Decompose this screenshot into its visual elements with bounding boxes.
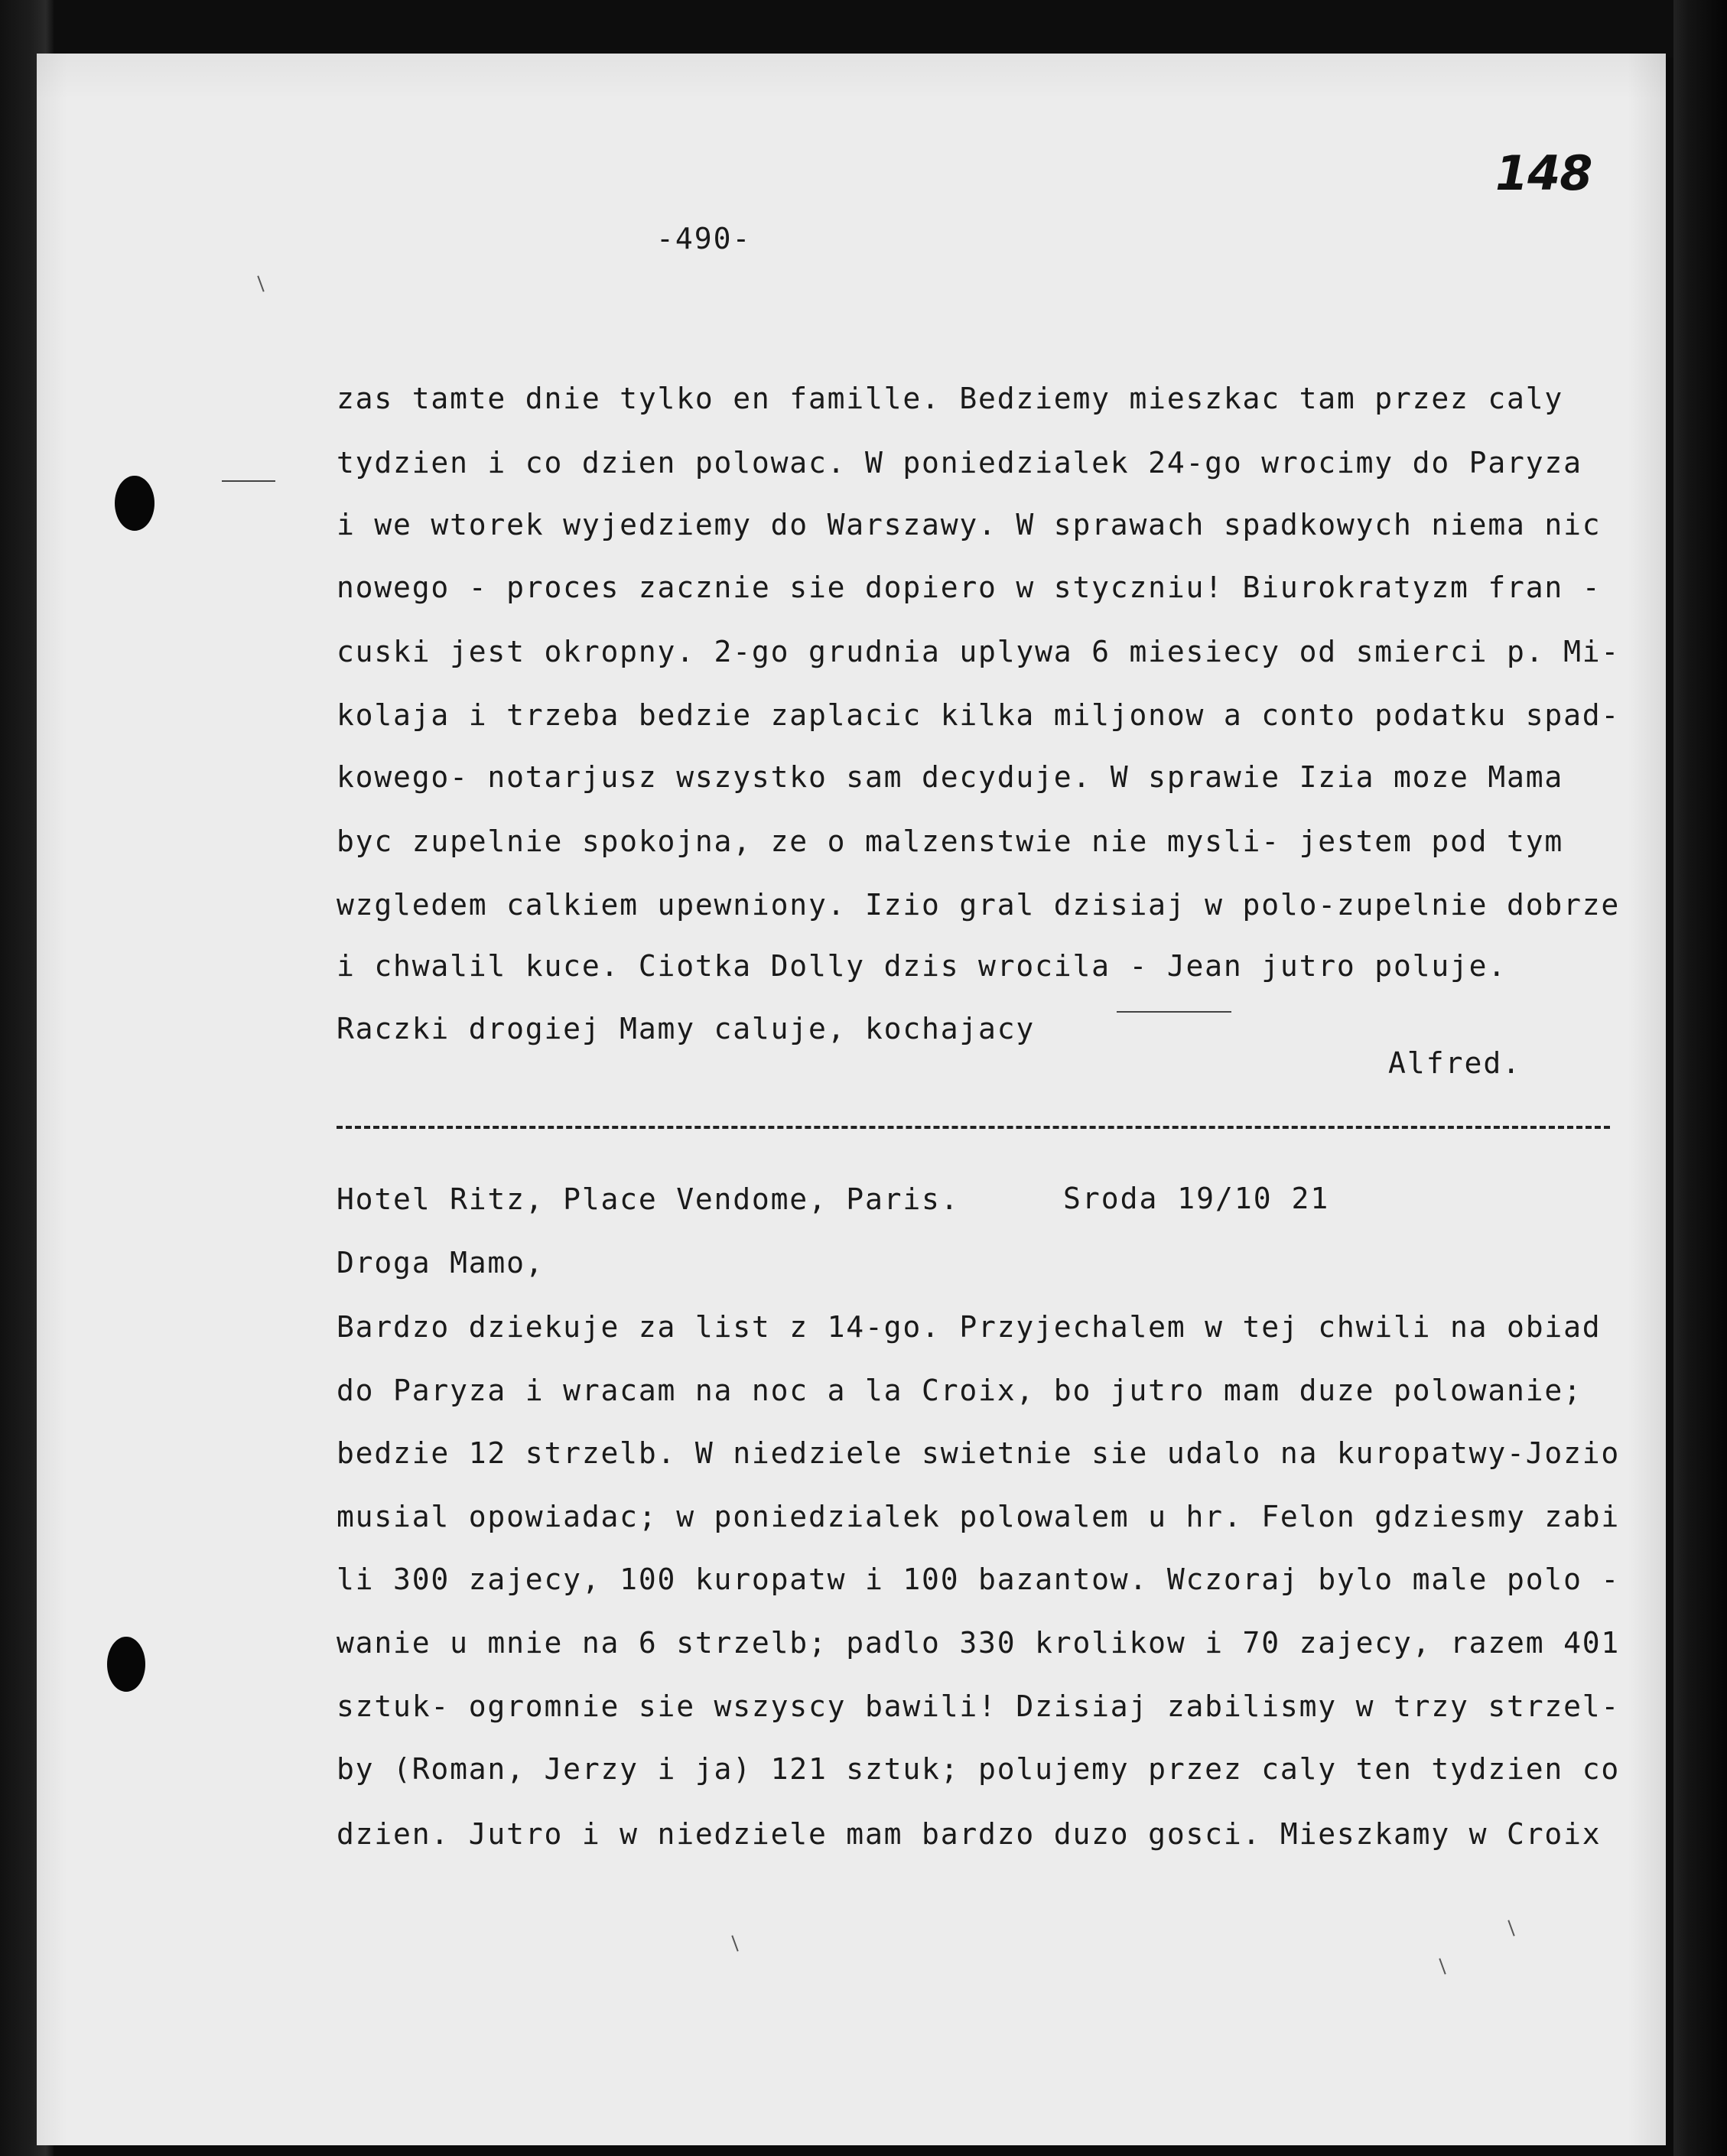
- letter-two-salutation: Droga Mamo,: [337, 1246, 545, 1280]
- letter-one-line: kowego- notarjusz wszystko sam decyduje. W sprawie Izia moze Mama: [337, 760, 1564, 794]
- letter-one-line: Raczki drogiej Mamy caluje, kochajacy: [337, 1012, 1036, 1045]
- letter-two-date: Sroda 19/10 21: [1063, 1182, 1330, 1215]
- letter-separator: [337, 1126, 1610, 1129]
- letter-one-line: tydzien i co dzien polowac. W poniedzialek 24-go wrocimy do Paryza: [337, 446, 1582, 480]
- letter-two-line: by (Roman, Jerzy i ja) 121 sztuk; polujemy przez caly ten tydzien co: [337, 1752, 1621, 1786]
- letter-one-signature: Alfred.: [1388, 1046, 1522, 1080]
- letter-two-line: sztuk- ogromnie sie wszyscy bawili! Dzisiaj zabilismy w trzy strzel-: [337, 1689, 1621, 1723]
- scan-border-top: [0, 0, 1727, 57]
- letter-one-line: byc zupelnie spokojna, ze o malzenstwie nie mysli- jestem pod tym: [337, 824, 1564, 858]
- letter-one-line: kolaja i trzeba bedzie zaplacic kilka miljonow a conto podatku spad-: [337, 698, 1621, 732]
- letter-two-line: musial opowiadac; w poniedzialek polowalem u hr. Felon gdziesmy zabi: [337, 1500, 1621, 1533]
- folio-number: 148: [1495, 145, 1592, 201]
- letter-one-line: i we wtorek wyjedziemy do Warszawy. W sprawach spadkowych niema nic: [337, 508, 1602, 541]
- letter-one-line: zas tamte dnie tylko en famille. Bedziemy mieszkac tam przez caly: [337, 382, 1564, 415]
- scan-border-right: [1673, 0, 1727, 2156]
- letter-two-address: Hotel Ritz, Place Vendome, Paris.: [337, 1182, 960, 1216]
- stray-mark: [1117, 1011, 1231, 1013]
- letter-two-line: dzien. Jutro i w niedziele mam bardzo duzo gosci. Mieszkamy w Croix: [337, 1817, 1602, 1851]
- letter-one-line: nowego - proces zacznie sie dopiero w styczniu! Biurokratyzm fran -: [337, 571, 1602, 604]
- letter-two-line: do Paryza i wracam na noc a la Croix, bo jutro mam duze polowanie;: [337, 1374, 1582, 1407]
- letter-one-line: wzgledem calkiem upewniony. Izio gral dzisiaj w polo-zupelnie dobrze: [337, 888, 1621, 922]
- letter-two-line: li 300 zajecy, 100 kuropatw i 100 bazantow. Wczoraj bylo male polo -: [337, 1563, 1621, 1596]
- letter-two-line: bedzie 12 strzelb. W niedziele swietnie sie udalo na kuropatwy-Jozio: [337, 1436, 1621, 1470]
- stray-mark: [222, 480, 275, 482]
- letter-one-line: i chwalil kuce. Ciotka Dolly dzis wrocila - Jean jutro poluje.: [337, 949, 1507, 983]
- punch-hole-top: [115, 476, 154, 531]
- letter-two-line: wanie u mnie na 6 strzelb; padlo 330 krolikow i 70 zajecy, razem 401: [337, 1626, 1621, 1660]
- punch-hole-bottom: [107, 1637, 145, 1692]
- page-number: -490-: [656, 222, 752, 255]
- letter-one-line: cuski jest okropny. 2-go grudnia uplywa 6 miesiecy od smierci p. Mi-: [337, 635, 1621, 668]
- letter-two-line: Bardzo dziekuje za list z 14-go. Przyjechalem w tej chwili na obiad: [337, 1310, 1602, 1344]
